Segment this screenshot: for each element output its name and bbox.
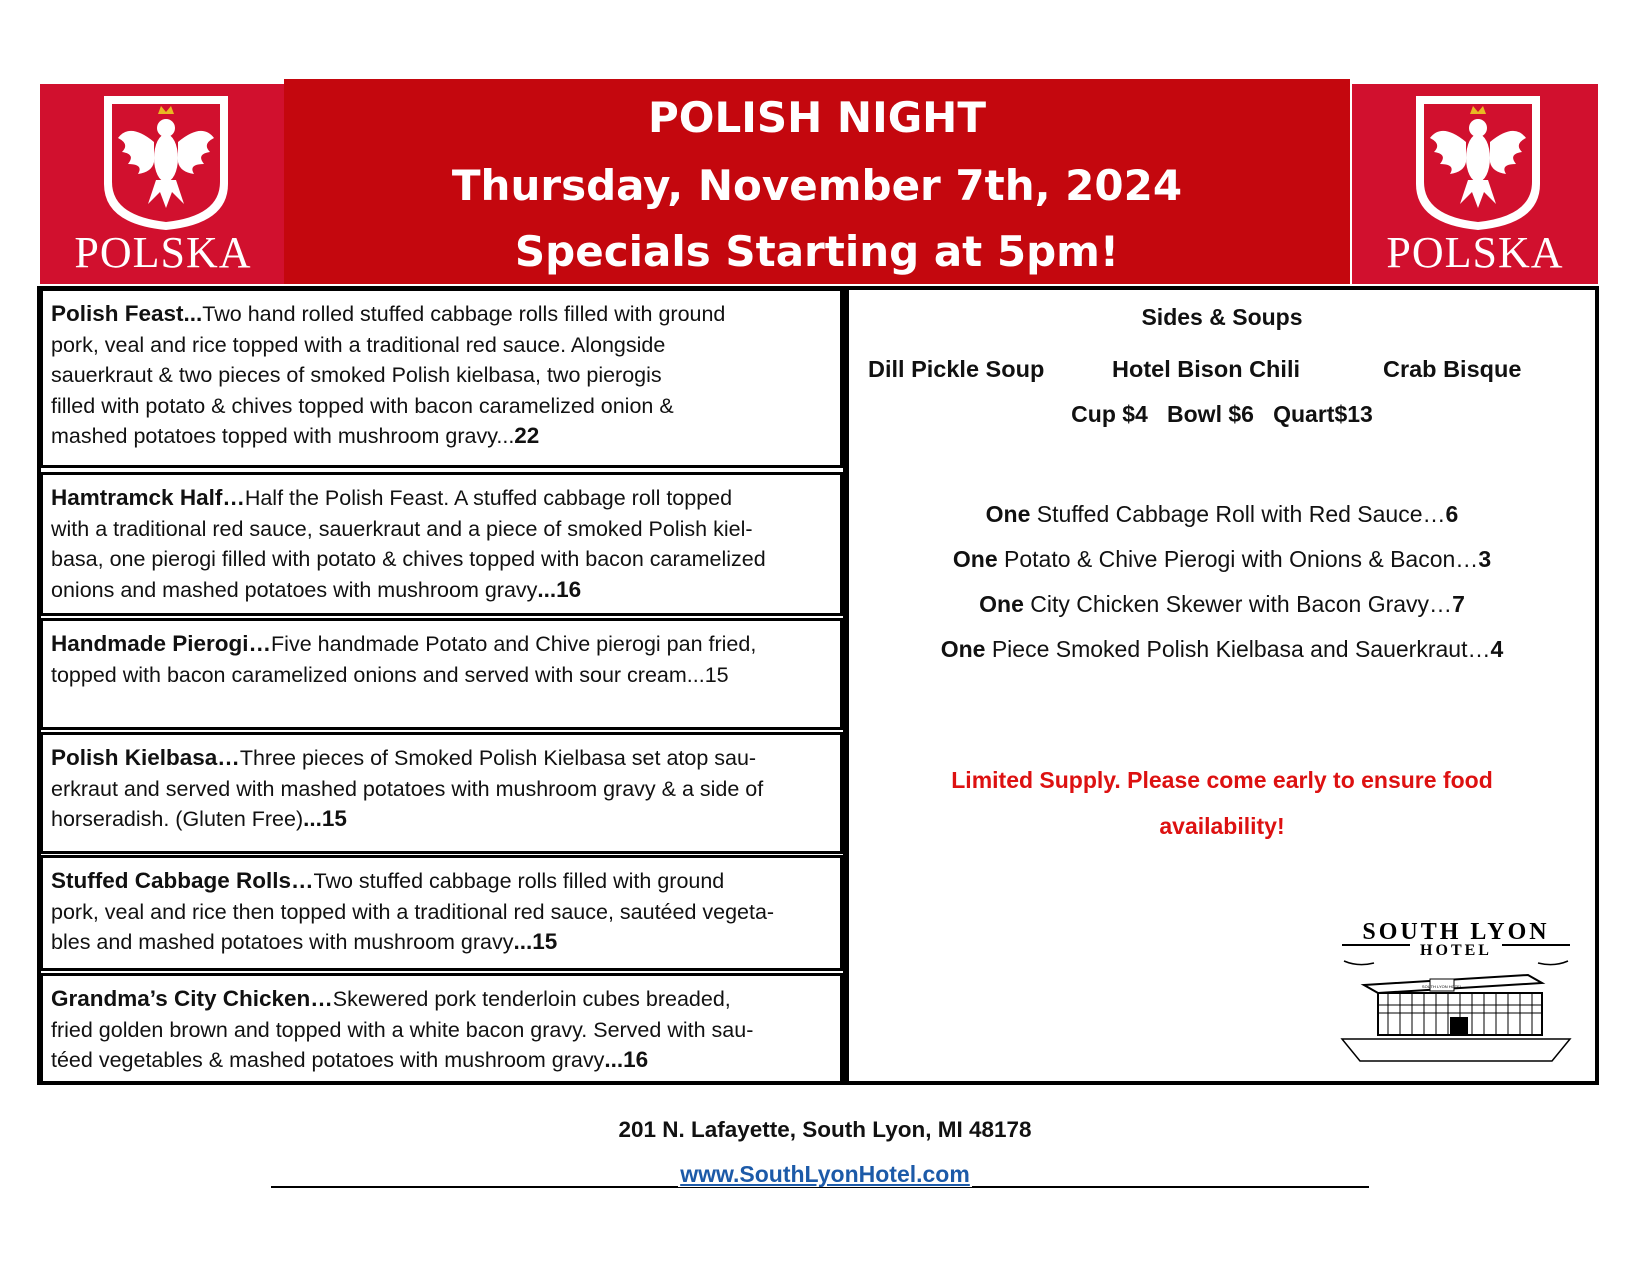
item-name: Grandma’s City Chicken… xyxy=(51,986,333,1011)
item-name: Polish Kielbasa… xyxy=(51,745,240,770)
event-subtitle: Specials Starting at 5pm! xyxy=(514,227,1120,276)
single-item: One City Chicken Skewer with Bacon Gravy…7 xyxy=(979,591,1465,617)
logo-line2: HOTEL xyxy=(1420,942,1492,959)
item-name: Handmade Pierogi… xyxy=(51,631,272,656)
item-desc-line: Half the Polish Feast. A stuffed cabbage roll topped xyxy=(244,486,733,510)
svg-text:SOUTH LYON HOTEL: SOUTH LYON HOTEL xyxy=(1421,984,1463,989)
limited-supply-notice-line2: availability! xyxy=(1159,813,1285,839)
item-desc-line: téed vegetables & mashed potatoes with mushroom gravy xyxy=(51,1048,605,1072)
menu-item-polish-kielbasa xyxy=(40,732,843,854)
polish-eagle-shield-icon xyxy=(100,92,232,232)
item-name: Stuffed Cabbage Rolls… xyxy=(51,868,314,893)
menu-item-polish-feast xyxy=(40,288,843,468)
polska-flag-left xyxy=(40,84,286,284)
logo-line1: SOUTH LYON xyxy=(1362,919,1550,945)
item-name: Polish Feast... xyxy=(51,301,203,326)
item-price: ...15 xyxy=(303,806,347,831)
single-item: One Piece Smoked Polish Kielbasa and Sauerkraut…4 xyxy=(940,636,1504,662)
single-item: One Potato & Chive Pierogi with Onions & Bacon…3 xyxy=(952,546,1492,572)
item-desc-line: mashed potatoes topped with mushroom gravy... xyxy=(51,424,515,448)
hotel-building-icon xyxy=(1338,913,1574,1065)
single-item: One Stuffed Cabbage Roll with Red Sauce…6 xyxy=(985,501,1459,527)
item-desc-line: Three pieces of Smoked Polish Kielbasa set atop sau- xyxy=(239,746,757,770)
item-name: Hamtramck Half… xyxy=(51,485,245,510)
menu-item-hamtramck-half xyxy=(40,472,843,616)
item-desc-line: pork, veal and rice then topped with a traditional red sauce, sautéed vegeta- xyxy=(51,899,775,924)
sides-heading: Sides & Soups xyxy=(1141,304,1303,330)
limited-supply-notice: Limited Supply. Please come early to ensure food xyxy=(951,767,1493,793)
item-desc-line: Two stuffed cabbage rolls filled with ground xyxy=(313,869,725,893)
item-desc-line: bles and mashed potatoes with mushroom gravy xyxy=(51,930,514,954)
page-title: POLISH NIGHT xyxy=(648,93,986,142)
item-desc-line: Five handmade Potato and Chive pierogi pan fried, xyxy=(271,632,757,656)
item-desc-line: sauerkraut & two pieces of smoked Polish kielbasa, two pierogis xyxy=(51,363,662,387)
header-banner xyxy=(284,79,1350,284)
item-desc-line: Two hand rolled stuffed cabbage rolls filled with ground xyxy=(202,302,726,326)
menu-item-handmade-pierogi xyxy=(40,618,843,730)
item-desc-line: horseradish. (Gluten Free) xyxy=(51,807,304,831)
item-desc-line: topped with bacon caramelized onions and served with sour cream...15 xyxy=(51,662,729,687)
polish-eagle-shield-icon xyxy=(1412,92,1544,232)
item-desc-line: fried golden brown and topped with a white bacon gravy. Served with sau- xyxy=(51,1017,754,1042)
item-price: ...16 xyxy=(604,1047,649,1072)
flag-label: POLSKA xyxy=(74,228,252,277)
item-desc-line: erkraut and served with mashed potatoes with mushroom gravy & a side of xyxy=(51,776,764,801)
item-price: ...16 xyxy=(537,576,582,602)
soup-crab-bisque: Crab Bisque xyxy=(1383,356,1522,382)
item-desc-line: filled with potato & chives topped with bacon caramelized onion & xyxy=(51,393,674,418)
flag-label: POLSKA xyxy=(1386,228,1564,277)
item-desc-line: Skewered pork tenderloin cubes breaded, xyxy=(332,987,731,1011)
soup-sizes: Cup $4 Bowl $6 Quart$13 xyxy=(1071,401,1373,427)
item-desc-line: pork, veal and rice topped with a traditional red sauce. Alongside xyxy=(51,332,666,357)
south-lyon-hotel-logo xyxy=(1338,913,1574,1065)
item-price: 22 xyxy=(514,423,540,448)
item-desc-line: with a traditional red sauce, sauerkraut and a piece of smoked Polish kiel- xyxy=(51,516,753,541)
menu-item-city-chicken xyxy=(40,973,843,1085)
soup-dill-pickle: Dill Pickle Soup xyxy=(868,356,1045,382)
menu-item-stuffed-cabbage-rolls xyxy=(40,855,843,971)
address: 201 N. Lafayette, South Lyon, MI 48178 xyxy=(618,1117,1032,1142)
website-row xyxy=(0,1161,1650,1188)
item-price: ...15 xyxy=(513,929,558,954)
soup-bison-chili: Hotel Bison Chili xyxy=(1112,356,1300,382)
item-desc-line: onions and mashed potatoes with mushroom gravy xyxy=(51,577,538,602)
polska-flag-right xyxy=(1352,84,1598,284)
item-desc-line: basa, one pierogi filled with potato & chives topped with bacon caramelized xyxy=(51,547,766,571)
website-link[interactable]: www.SouthLyonHotel.com xyxy=(680,1161,970,1187)
event-date: Thursday, November 7th, 2024 xyxy=(451,161,1183,210)
